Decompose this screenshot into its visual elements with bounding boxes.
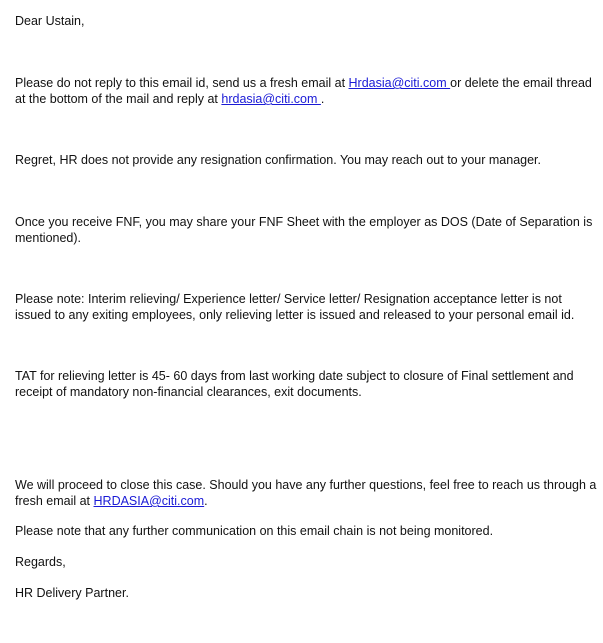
tat-paragraph: TAT for relieving letter is 45- 60 days from last working date subject to closure of Final settlement and receipt of mandatory non-financial clearances, exit documents.: [15, 369, 574, 399]
closing-regards: Regards,: [15, 555, 66, 569]
hrdasia-email-link-1[interactable]: Hrdasia@citi.com: [348, 76, 451, 90]
close-case-paragraph: [15, 477, 600, 509]
fnf-paragraph: Once you receive FNF, you may share your FNF Sheet with the employer as DOS (Date of Separation is mentioned).: [15, 215, 593, 245]
hrdasia-email-link-2[interactable]: hrdasia@citi.com: [221, 92, 321, 106]
no-reply-text-start: Please do not reply to this email id, send us a fresh email at: [15, 76, 349, 90]
not-monitored-paragraph: Please note that any further communication on this email chain is not being monitored.: [15, 524, 494, 538]
no-reply-text-middle: or delete the email thread at the bottom of the mail and reply at: [15, 76, 592, 106]
no-reply-text-end: .: [320, 92, 325, 106]
greeting: Dear Ustain,: [15, 14, 85, 28]
signature: HR Delivery Partner.: [15, 586, 129, 600]
no-reply-paragraph: [15, 75, 600, 107]
hrdasia-email-link-3[interactable]: HRDASIA@citi.com: [93, 494, 205, 508]
resignation-confirmation-paragraph: Regret, HR does not provide any resignation confirmation. You may reach out to your manager.: [15, 153, 541, 167]
close-case-text-end: .: [204, 494, 208, 508]
letters-note-paragraph: Please note: Interim relieving/ Experience letter/ Service letter/ Resignation acceptance letter is not issued to any exiting employees, only relieving letter is issued and released to your personal email id.: [15, 292, 575, 322]
close-case-text: We will proceed to close this case. Should you have any further questions, feel free to reach us through a fresh email at: [15, 478, 597, 508]
